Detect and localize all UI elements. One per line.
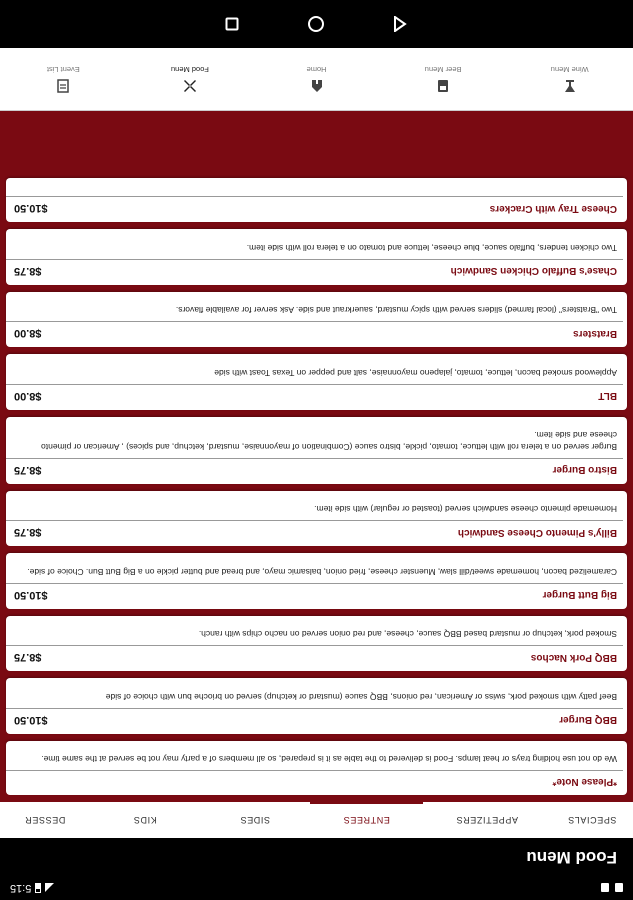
item-price: $10.50 xyxy=(14,713,48,726)
notification-icon xyxy=(601,884,609,893)
status-time: 5:15 xyxy=(10,882,32,894)
nav-label: Event List xyxy=(46,65,80,74)
item-price: $8.75 xyxy=(14,463,42,476)
nav-beer-menu[interactable] xyxy=(380,48,507,110)
nav-label: Home xyxy=(306,65,327,74)
item-description: Applewood smoked bacon, lettuce, tomato, jalapeno mayonnaise, salt and pepper on Texas Toast with side xyxy=(214,367,617,378)
battery-icon xyxy=(35,883,41,893)
item-description: Homemade pimento cheese sandwich served (toasted or regular) with side item. xyxy=(314,504,617,515)
menu-list[interactable] xyxy=(0,110,633,802)
item-price: $8.75 xyxy=(14,264,42,277)
nav-event-list[interactable] xyxy=(0,48,127,110)
tab-sides[interactable]: SIDES xyxy=(240,815,271,825)
menu-item-card[interactable] xyxy=(6,491,627,546)
item-name: *Please Note* xyxy=(552,776,617,787)
nav-wine-menu[interactable] xyxy=(506,48,633,110)
status-bar xyxy=(0,876,633,900)
divider xyxy=(6,259,623,260)
menu-item-card[interactable] xyxy=(6,741,627,795)
home-icon xyxy=(310,79,324,93)
event-list-icon xyxy=(56,79,70,93)
nav-label: Wine Menu xyxy=(550,65,589,74)
item-name: Bistro Burger xyxy=(552,464,617,476)
item-price: $8.00 xyxy=(14,327,42,340)
item-name: Billy's Pimento Cheese Sandwich xyxy=(457,526,617,538)
system-navigation-bar xyxy=(0,0,633,48)
recents-button[interactable] xyxy=(223,14,243,34)
divider xyxy=(6,645,623,646)
bottom-nav xyxy=(0,48,633,111)
item-description: Two "Bratsters" (local farmed) sliders served with spicy mustard, sauerkraut and side. Ask server for available flavors. xyxy=(175,305,617,316)
beer-mug-icon xyxy=(436,79,450,93)
divider xyxy=(6,458,623,459)
nav-home[interactable] xyxy=(253,48,380,110)
item-name: BBQ Burger xyxy=(559,714,617,726)
menu-item-card[interactable] xyxy=(6,178,627,222)
item-price: $10.50 xyxy=(14,588,48,601)
home-circle-icon xyxy=(308,15,326,33)
wine-glass-icon xyxy=(563,79,577,93)
divider xyxy=(6,583,623,584)
item-description: Smoked pork, ketchup or mustard based BBQ sauce, cheese, and red onion served on nacho chips with ranch. xyxy=(198,629,617,640)
category-tabs xyxy=(0,801,633,838)
recents-square-icon xyxy=(226,17,240,31)
item-name: Bratsters xyxy=(573,327,617,339)
menu-item-card[interactable] xyxy=(6,616,627,671)
menu-item-card[interactable] xyxy=(6,678,627,733)
item-price: $8.00 xyxy=(14,389,42,402)
tab-entrees[interactable]: ENTREES xyxy=(310,802,423,838)
item-description: Burger served on a telera roll with lettuce, tomato, pickle, bistro sauce (Combination of mayonnaise, mustard, ketchup, and spices) , American or pimento cheese and side item. xyxy=(41,430,617,452)
notification-icon xyxy=(615,884,623,893)
item-name: Chase's Buffalo Chicken Sandwich xyxy=(450,265,617,277)
divider xyxy=(6,321,623,322)
menu-item-card[interactable] xyxy=(6,292,627,347)
divider xyxy=(6,196,623,197)
item-price: $10.50 xyxy=(14,202,48,215)
tab-kids[interactable]: KIDS xyxy=(133,815,157,825)
divider xyxy=(6,770,623,771)
utensils-icon xyxy=(183,79,197,93)
tab-specials[interactable]: SPECIALS xyxy=(567,815,617,825)
cell-signal-icon xyxy=(45,884,54,893)
menu-item-card[interactable] xyxy=(6,417,627,484)
item-description: We do not use holding trays or heat lamps. Food is delivered to the table as it is prepared, so all members of a party may not be served at the same time. xyxy=(41,754,617,764)
home-button[interactable] xyxy=(307,14,327,34)
divider xyxy=(6,520,623,521)
item-description: Two chicken tenders, buffalo sauce, blue cheese, lettuce and tomato on a telera roll with side item. xyxy=(246,242,617,253)
menu-item-card[interactable] xyxy=(6,229,627,284)
item-price: $8.75 xyxy=(14,526,42,539)
nav-label: Food Menu xyxy=(170,65,209,74)
nav-food-menu[interactable] xyxy=(127,48,254,110)
divider xyxy=(6,708,623,709)
menu-item-card[interactable] xyxy=(6,553,627,608)
back-triangle-icon xyxy=(394,16,408,32)
item-name: Big Butt Burger xyxy=(542,589,617,601)
tab-appetizers[interactable]: APPETIZERS xyxy=(456,815,519,825)
item-name: Cheese Tray with Crackers xyxy=(489,202,617,214)
item-name: BLT xyxy=(598,390,617,402)
back-button[interactable] xyxy=(391,14,411,34)
menu-item-card[interactable] xyxy=(6,354,627,409)
item-description: Caramelized bacon, homemade sweet/dill slaw, Muenster cheese, fried onion, balsamic mayo, and bread and butter pickle on a Big Butt Bun. Choice of side. xyxy=(27,566,617,577)
nav-label: Beer Menu xyxy=(424,65,462,74)
item-description xyxy=(6,178,627,196)
item-price: $8.75 xyxy=(14,651,42,664)
app-bar xyxy=(0,838,633,876)
item-name: BBQ Pork Nachos xyxy=(530,651,617,663)
item-description: Beef patty with smoked pork, swiss or American, red onions, BBQ sauce (mustard or ketchup) served on brioche bun with choice of side xyxy=(105,691,617,702)
app-title: Food Menu xyxy=(526,848,617,867)
tab-desserts[interactable]: DESSER xyxy=(24,815,66,825)
divider xyxy=(6,384,623,385)
